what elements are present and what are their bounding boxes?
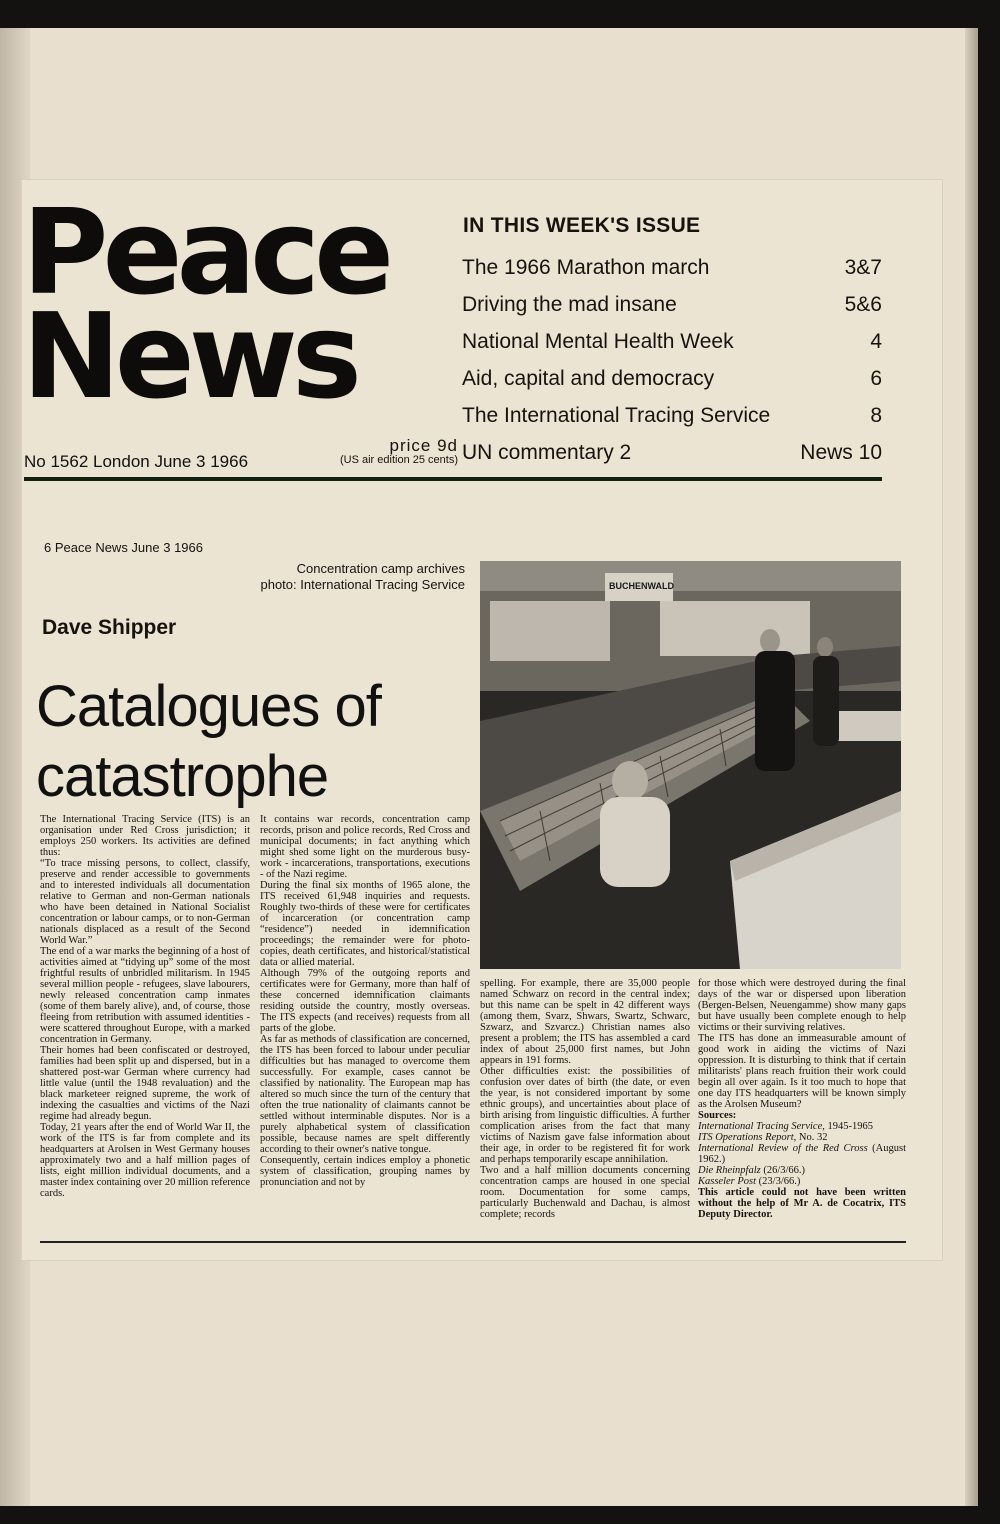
toc-row	[462, 256, 882, 293]
source-item: International Review of the Red Cross (August 1962.)	[698, 1143, 906, 1165]
toc-label: The International Tracing Service	[462, 404, 771, 427]
paragraph: The end of a war marks the beginning of a host of activities aimed at “tidying up” some of the most frightful results of unbridled militarism. In 1945 several million people - refugees, slave labourers, newly released concentration camp inmates (some of them barely alive), and, of course, those fleeing from retribution with assumed identities - were scattered throughout Europe, with a marked concentration in Germany.	[40, 946, 250, 1045]
byline: Dave Shipper	[42, 616, 177, 639]
paragraph: Two and a half million documents concerning concentration camps are housed in one special room. Documentation for some camps, particularly Buchenwald and Dachau, is almost complete; records	[480, 1165, 690, 1220]
issue-line: No 1562 London June 3 1966	[24, 452, 249, 471]
price: price 9d	[389, 436, 458, 455]
source-item: International Tracing Service, 1945-1965	[698, 1121, 873, 1132]
paragraph: It contains war records, concentration camp records, prison and police records, Red Cross and municipal documents; in fact anything which might shed some light on the murderous busy-work - incarcerations, transportations, executions - of the Nazi regime.	[260, 814, 470, 880]
paragraph: Their homes had been confiscated or destroyed, families had been split up and dispersed, but in a shattered post-war German where currency had little value (until the 1948 revaluation) and the black marketeer reigned supreme, the work of indexing the casualties and victims of the Nazi regime had already begun.	[40, 1045, 250, 1122]
toc-row	[462, 367, 882, 404]
source-item: ITS Operations Report, No. 32	[698, 1132, 828, 1143]
article-bottom-rule	[40, 1241, 906, 1243]
caption-line-2: photo: International Tracing Service	[260, 577, 465, 592]
caption-line-1: Concentration camp archives	[296, 561, 465, 576]
masthead-rule	[24, 477, 882, 481]
toc-row	[462, 293, 882, 330]
toc-row	[462, 441, 882, 478]
photo-caption	[230, 561, 465, 593]
toc-page: 8	[870, 404, 882, 427]
sources-label: Sources:	[698, 1110, 737, 1121]
paragraph: Today, 21 years after the end of World War II, the work of the ITS is far from complete and its headquarters at Arolsen in West Germany houses approximately two and a half million pages of lists, eight million individual documents, and a master index containing over 20 million reference cards.	[40, 1122, 250, 1199]
masthead-line-2: News	[22, 287, 357, 425]
toc-label: UN commentary 2	[462, 441, 632, 464]
week-heading: IN THIS WEEK'S ISSUE	[463, 214, 701, 237]
paragraph: The International Tracing Service (ITS) is an organisation under Red Cross jurisdiction; it employs 250 workers. Its activities are defined thus:	[40, 814, 250, 858]
toc-label: Driving the mad insane	[462, 293, 677, 316]
toc-page: 5&6	[844, 293, 882, 316]
paragraph: for those which were destroyed during the final days of the war or dispersed upon liberation (Bergen-Belsen, Neuengamme) show many gaps but have usually been complete enough to help victims or their surviving relatives.	[698, 978, 906, 1033]
price-sub: (US air edition 25 cents)	[340, 454, 458, 466]
toc-label: Aid, capital and democracy	[462, 367, 715, 390]
toc-row	[462, 330, 882, 367]
page-edge	[965, 28, 978, 1506]
article-column-2	[260, 814, 470, 1188]
headline-line-1: Catalogues of	[36, 674, 381, 739]
paragraph: Although 79% of the outgoing reports and certificates were for Germany, more than half of these concerned idemnification claimants residing outside the country, mostly overseas. The ITS expects (and receives) requests from all parts of the globe.	[260, 968, 470, 1034]
paragraph: As far as methods of classification are concerned, the ITS has been forced to labour under peculiar difficulties but has managed to overcome them successfully. For example, cases cannot be classified by nationality. The European map has altered so much since the turn of the century that often the true nationality of claimants cannot be settled without interminable disputes. Nor is a purely alphabetical system of classification possible, because names are spelt differently according to their owner's native tongue.	[260, 1034, 470, 1155]
toc-page: 4	[870, 330, 882, 353]
toc-label: The 1966 Marathon march	[462, 256, 710, 279]
paragraph: The ITS has done an immeasurable amount of good work in aiding the victims of Nazi oppression. It is disturbing to think that if certain militarists' plans reach fruition their work could begin all over again. Is it too much to hope that one day ITS headquarters will be known simply as the Arolsen Museum?	[698, 1033, 906, 1110]
toc-label: National Mental Health Week	[462, 330, 734, 353]
headline	[36, 672, 466, 812]
headline-line-2: catastrophe	[36, 744, 329, 809]
archive-photo	[480, 561, 901, 969]
paragraph: Consequently, certain indices employ a phonetic system of classification, grouping names by pronunciation and not by	[260, 1155, 470, 1188]
article-column-1	[40, 814, 250, 1199]
price-block	[300, 438, 458, 466]
paragraph: Other difficulties exist: the possibilities of confusion over dates of birth (the date, or even the year, is not considered important by some ethnic groups), and uncertainties about place of birth arising from linguistic difficulties. A further complication arises from the fact that many victims of Nazism gave false information about their age, in order to be registered fit for work and perhaps temporarily escape annihilation.	[480, 1066, 690, 1165]
page-reference: 6 Peace News June 3 1966	[44, 540, 203, 555]
credit: This article could not have been written without the help of Mr A. de Cocatrix, ITS Deputy Director.	[698, 1187, 906, 1220]
toc-page: News 10	[800, 441, 882, 464]
paragraph: spelling. For example, there are 35,000 people named Schwarz on record in the central index; but this name can be spelt in 42 different ways (among them, Svarz, Shwars, Swartz, Schwarc, Szwarz, and Szvarcz.) Christian names also present a problem; the ITS has assembled a card index of about 25,000 first names, but John appears in 191 forms.	[480, 978, 690, 1066]
article-column-3	[480, 978, 690, 1220]
paragraph: “To trace missing persons, to collect, classify, preserve and render accessible to governments and to interested individuals all documentation relative to German and non-German nationals who have been detained in National Socialist concentration or labour camps, or to non-German nationals displaced as a result of the Second World War.”	[40, 858, 250, 946]
toc-row	[462, 404, 882, 441]
masthead-line-1: Peace	[22, 183, 389, 321]
table-of-contents	[462, 256, 882, 478]
masthead-title	[22, 183, 389, 425]
paragraph: During the final six months of 1965 alone, the ITS received 61,948 inquiries and requests. Roughly two-thirds of these were for certificates of incarceration (or concentration camp “residence”) needed in idemnification proceedings; the remainder were for photo-copies, death certificates, and historical/statistical data or allied material.	[260, 880, 470, 968]
toc-page: 3&7	[844, 256, 882, 279]
photo-sign-text: BUCHENWALD	[609, 581, 674, 591]
toc-page: 6	[870, 367, 882, 390]
source-item: Die Rheinpfalz (26/3/66.)	[698, 1165, 806, 1176]
archive-photo-drawing	[480, 561, 901, 969]
article-column-4	[698, 978, 906, 1220]
source-item: Kasseler Post (23/3/66.)	[698, 1176, 801, 1187]
